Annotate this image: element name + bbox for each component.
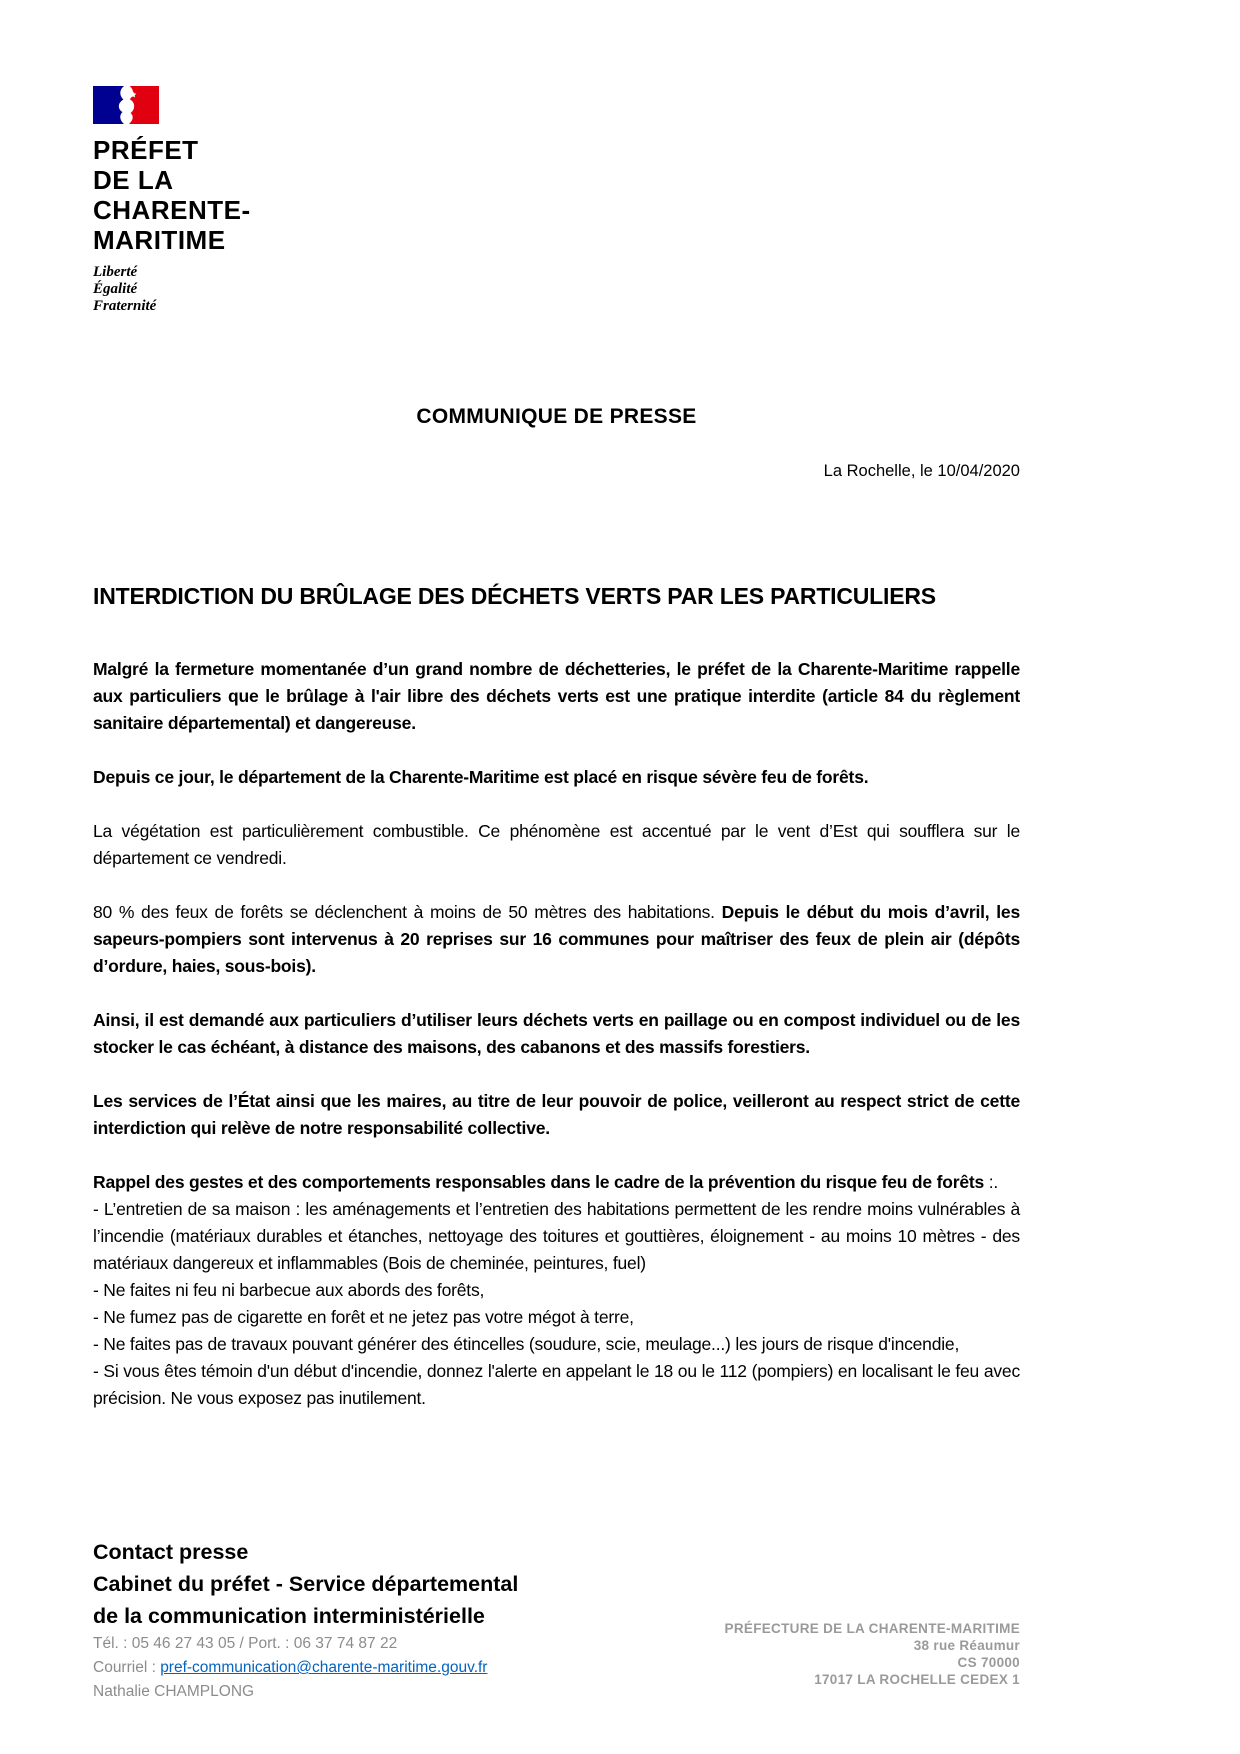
contact-phone: Tél. : 05 46 27 43 05 / Port. : 06 37 74 87 22 [93,1635,398,1652]
gouv-logo-block [93,86,251,315]
list-item: - Ne faites pas de travaux pouvant générer des étincelles (soudure, scie, meulage...) les jours de risque d'incendie, [93,1334,960,1354]
logo-line: MARITIME [93,225,226,255]
dateline: La Rochelle, le 10/04/2020 [823,462,1020,480]
statistics-regular-text: 80 % des feux de forêts se déclenchent à moins de 50 mètres des habitations. [93,902,722,922]
headline: INTERDICTION DU BRÛLAGE DES DÉCHETS VERTS PAR LES PARTICULIERS [93,583,936,609]
logo-department-name [93,135,251,255]
email-label: Courriel : [93,1659,161,1676]
reminder-heading-bold: Rappel des gestes et des comportements responsables dans le cadre de la prévention du risque feu de forêts [93,1172,985,1192]
prefecture-address-block [93,1620,1020,1688]
list-item: - Ne faites ni feu ni barbecue aux abords des forêts, [93,1280,485,1300]
motto-line: Égalité [93,281,138,297]
paragraph-statistics [93,899,1020,980]
list-item: - Si vous êtes témoin d'un début d'incendie, donnez l'alerte en appelant le 18 ou le 112 (pompiers) en localisant le feu avec précision. Ne vous exposez pas inutilement. [93,1361,1020,1408]
reminder-section [93,1169,1020,1412]
list-item: - L’entretien de sa maison : les aménagements et l’entretien des habitations permettent de les rendre moins vulnérables à l’incendie (matériaux durables et étanches, nettoyage des toitures et gouttières, éloignement - au moins 10 mètres - des matériaux dangereux et inflammables (Bois de cheminée, peintures, fuel) [93,1199,1020,1273]
motto-line: Liberté [93,264,138,280]
prefecture-street: 38 rue Réaumur [913,1638,1020,1653]
list-item: - Ne fumez pas de cigarette en forêt et ne jetez pas votre mégot à terre, [93,1307,634,1327]
motto-line: Fraternité [93,298,157,314]
prefecture-cs: CS 70000 [957,1655,1020,1670]
logo-motto [93,264,251,315]
paragraph-vegetation: La végétation est particulièrement combustible. Ce phénomène est accentué par le vent d’Est qui soufflera sur le département ce vendredi. [93,821,1020,868]
logo-line: PRÉFET [93,135,199,165]
french-flag-marianne-icon [93,86,159,124]
prefecture-city: 17017 LA ROCHELLE CEDEX 1 [814,1672,1020,1687]
contact-service-line1: Cabinet du préfet - Service départemental [93,1572,519,1596]
logo-line: DE LA [93,165,174,195]
paragraph-enforcement: Les services de l’État ainsi que les maires, au titre de leur pouvoir de police, veilleront au respect strict de cette interdiction qui relève de notre responsabilité collective. [93,1091,1020,1138]
contact-person-name: Nathalie CHAMPLONG [93,1683,255,1700]
statistics-bold-text: Depuis le début du mois d’avril, les sapeurs-pompiers sont intervenus à 20 reprises sur 16 communes pour maîtriser des feux de plein air (dépôts d’ordure, haies, sous-bois). [93,902,1020,976]
prefecture-name: PRÉFECTURE DE LA CHARENTE-MARITIME [724,1621,1020,1636]
reminder-heading-suffix: :. [984,1172,999,1192]
paragraph-risk-level: Depuis ce jour, le département de la Charente-Maritime est placé en risque sévère feu de forêts. [93,767,869,787]
document-type-title: COMMUNIQUE DE PRESSE [416,405,697,428]
paragraph-intro: Malgré la fermeture momentanée d’un grand nombre de déchetteries, le préfet de la Charente-Maritime rappelle aux particuliers que le brûlage à l'air libre des déchets verts est une pratique interdite (article 84 du règlement sanitaire départemental) et dangereuse. [93,659,1020,733]
contact-heading: Contact presse [93,1540,249,1564]
reminder-heading [93,1169,1020,1196]
paragraph-recommendation: Ainsi, il est demandé aux particuliers d’utiliser leurs déchets verts en paillage ou en compost individuel ou de les stocker le cas échéant, à distance des maisons, des cabanons et des massifs forestiers. [93,1010,1020,1057]
logo-line: CHARENTE- [93,195,251,225]
press-release-body [93,583,1020,1412]
email-link[interactable]: pref-communication@charente-maritime.gouv.fr [160,1659,488,1676]
contact-service-line2: de la communication interministérielle [93,1604,485,1628]
